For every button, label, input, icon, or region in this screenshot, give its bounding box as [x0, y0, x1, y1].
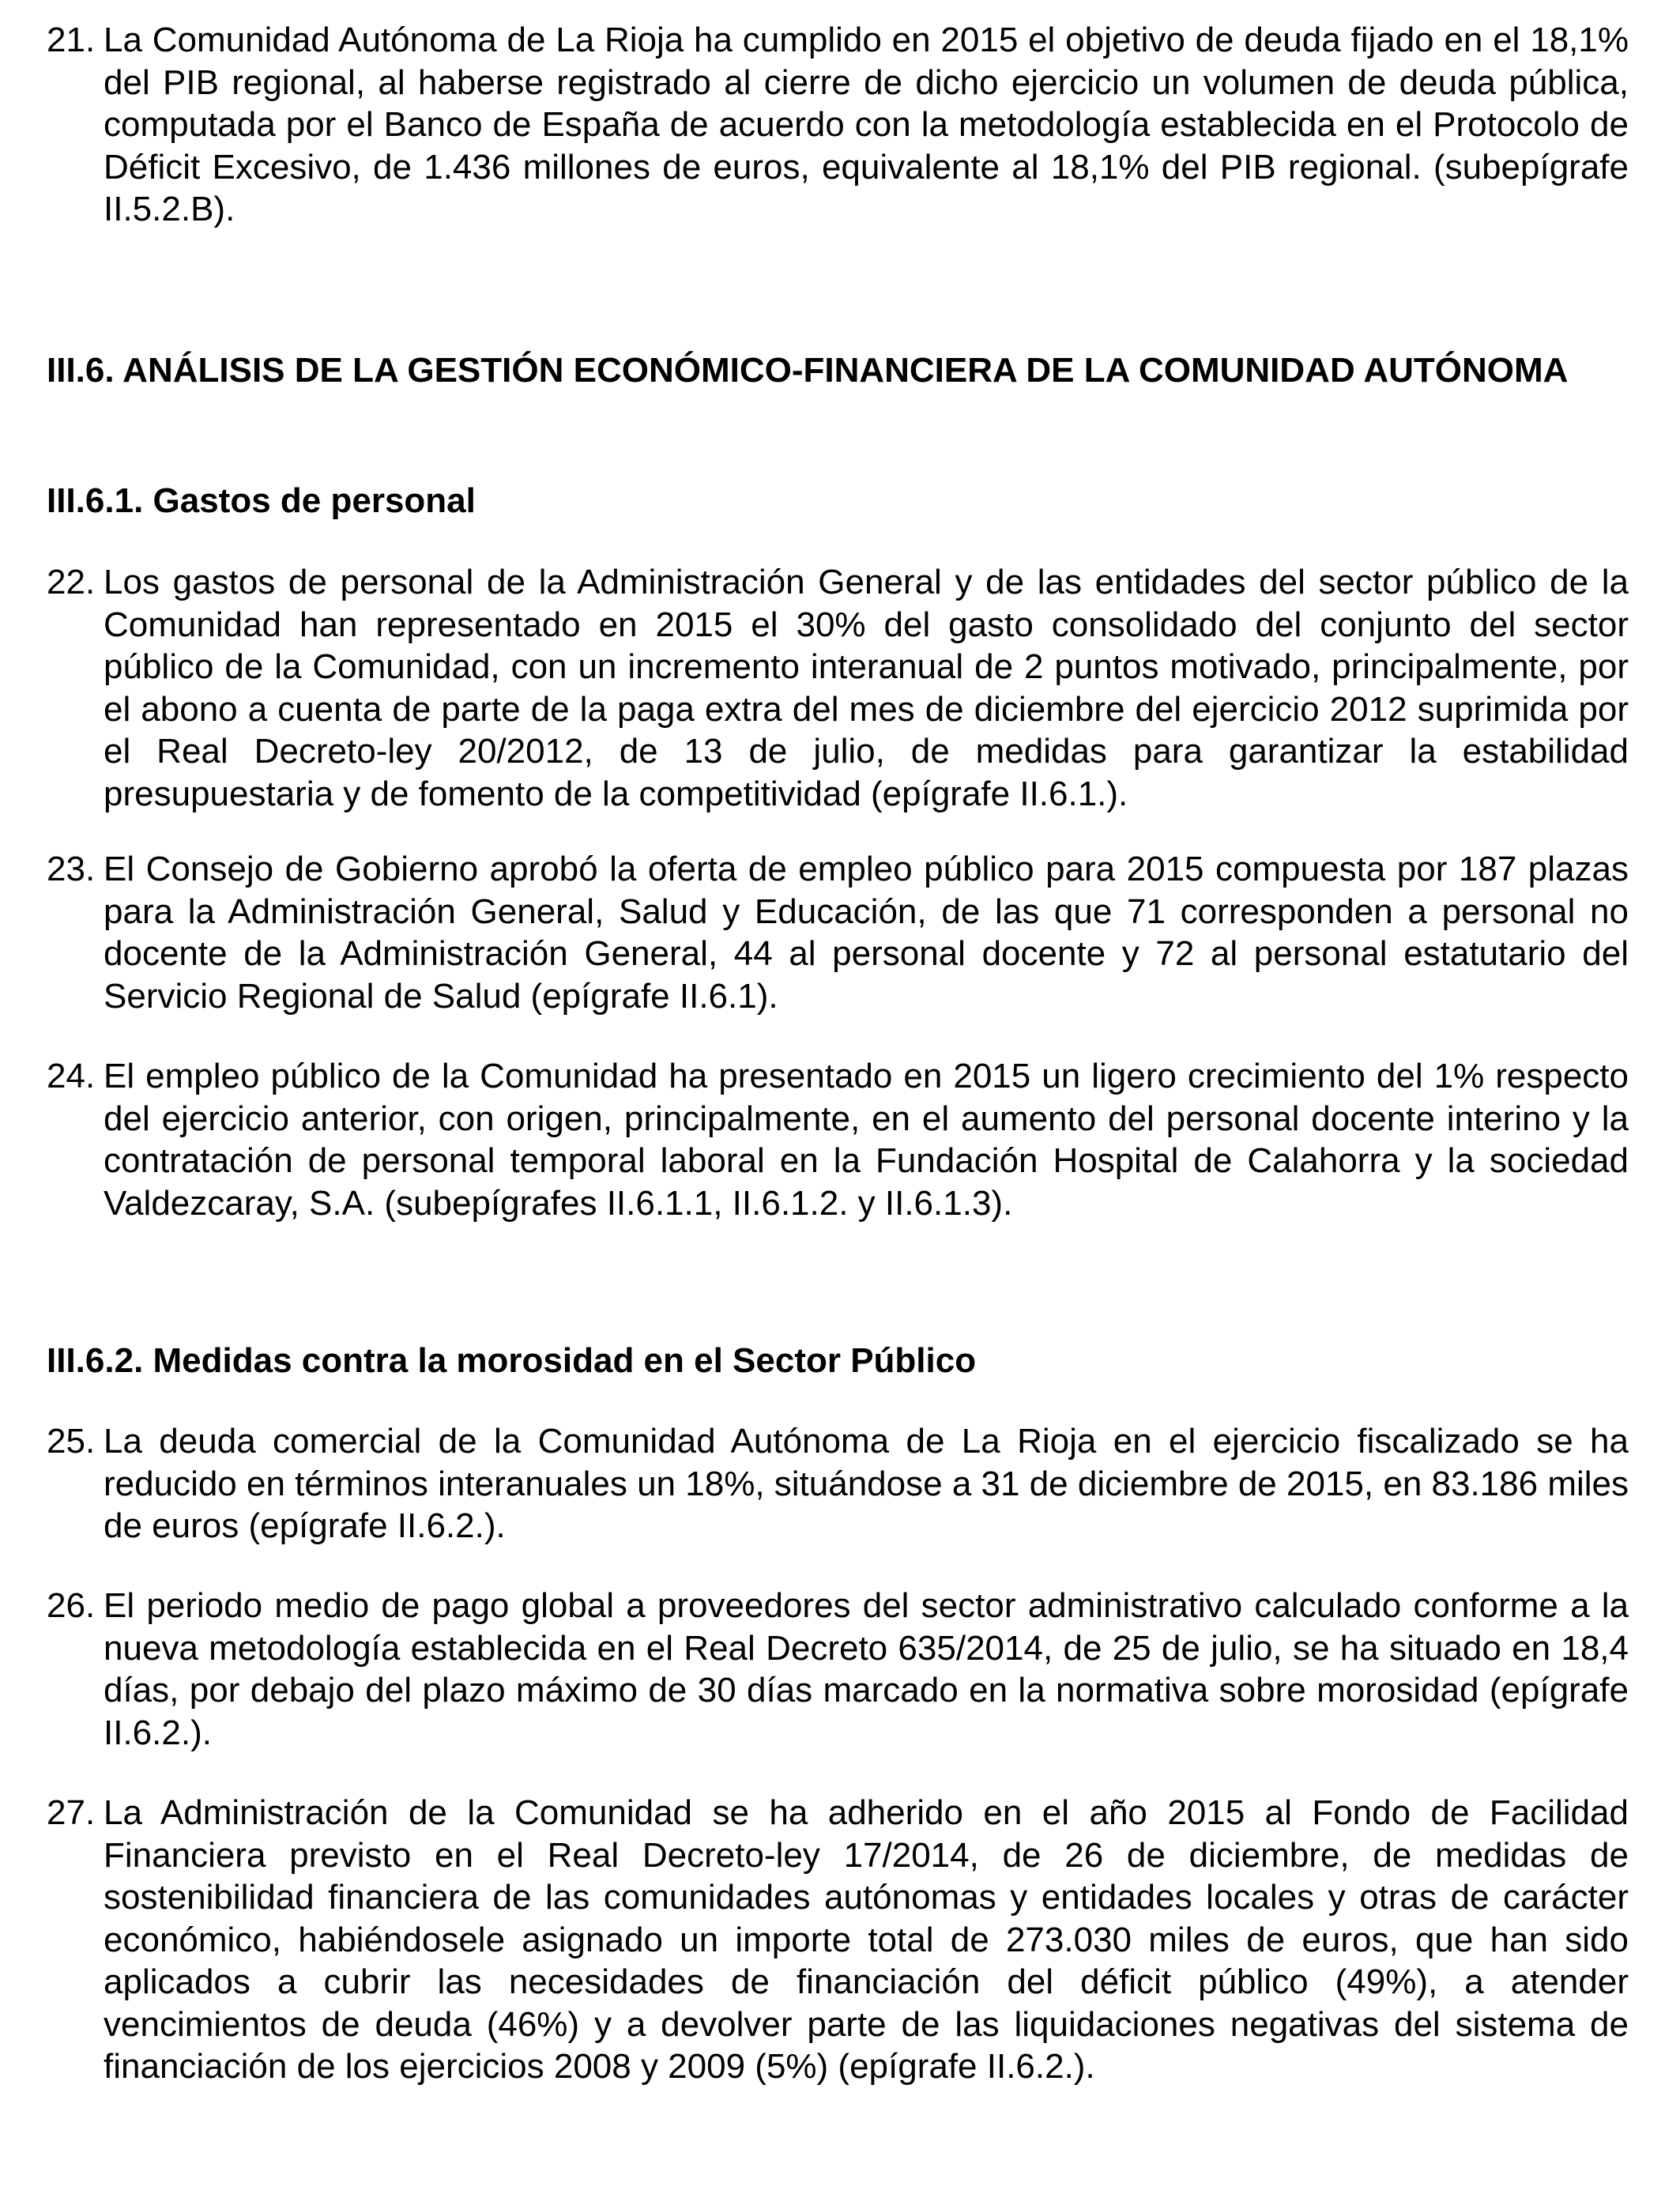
paragraph-text: La Comunidad Autónoma de La Rioja ha cumplido en 2015 el objetivo de deuda fijado en el 18,1% del PIB regional, al haberse registrado al cierre de dicho ejercicio un volumen de deuda pública, computada por el Banco de España de acuerdo con la metodología establecida en el Protocolo de Déficit Excesivo, de 1.436 millones de euros, equivalente al 18,1% del PIB regional. (subepígrafe II.5.2.B).	[104, 21, 1629, 228]
paragraph-text: El periodo medio de pago global a proveedores del sector administrativo calculado conforme a la nueva metodología establecida en el Real Decreto 635/2014, de 25 de julio, se ha situado en 18,4 días, por debajo del plazo máximo de 30 días marcado en la normativa sobre morosidad (epígrafe II.6.2.).	[104, 1586, 1629, 1752]
paragraph-text: El Consejo de Gobierno aprobó la oferta de empleo público para 2015 compuesta por 187 plazas para la Administración General, Salud y Educación, de las que 71 corresponden a personal no docente de la Administración General, 44 al personal docente y 72 al personal estatutario del Servicio Regional de Salud (epígrafe II.6.1).	[104, 850, 1629, 1016]
paragraph-text: Los gastos de personal de la Administración General y de las entidades del sector público de la Comunidad han representado en 2015 el 30% del gasto consolidado del conjunto del sector público de la Comunidad, con un incremento interanual de 2 puntos motivado, principalmente, por el abono a cuenta de parte de la paga extra del mes de diciembre del ejercicio 2012 suprimida por el Real Decreto-ley 20/2012, de 13 de julio, de medidas para garantizar la estabilidad presupuestaria y de fomento de la competitividad (epígrafe II.6.1.).	[104, 563, 1629, 813]
paragraph-24	[47, 1055, 1629, 1224]
paragraph-number: 24.	[47, 1057, 96, 1095]
paragraph-number: 25.	[47, 1422, 96, 1461]
paragraph-26	[47, 1585, 1629, 1754]
paragraph-number: 27.	[47, 1793, 96, 1832]
paragraph-23	[47, 848, 1629, 1017]
section-heading: III.6. ANÁLISIS DE LA GESTIÓN ECONÓMICO-FINANCIERA DE LA COMUNIDAD AUTÓNOMA	[47, 351, 1569, 390]
paragraph-22	[47, 561, 1629, 815]
paragraph-25	[47, 1420, 1629, 1547]
paragraph-text: La Administración de la Comunidad se ha adherido en el año 2015 al Fondo de Facilidad Financiera previsto en el Real Decreto-ley 17/2014, de 26 de diciembre, de medidas de sostenibilidad financiera de las comunidades autónomas y entidades locales y otras de carácter económico, habiéndosele asignado un importe total de 273.030 miles de euros, que han sido aplicados a cubrir las necesidades de financiación del déficit público (49%), a atender vencimientos de deuda (46%) y a devolver parte de las liquidaciones negativas del sistema de financiación de los ejercicios 2008 y 2009 (5%) (epígrafe II.6.2.).	[104, 1793, 1629, 2086]
paragraph-27	[47, 1792, 1629, 2088]
paragraph-number: 23.	[47, 850, 96, 888]
paragraph-text: La deuda comercial de la Comunidad Autónoma de La Rioja en el ejercicio fiscalizado se ha reducido en términos interanuales un 18%, situándose a 31 de diciembre de 2015, en 83.186 miles de euros (epígrafe II.6.2.).	[104, 1422, 1629, 1545]
paragraph-21	[47, 19, 1629, 231]
subsection-heading-6-2: III.6.2. Medidas contra la morosidad en el Sector Público	[47, 1341, 977, 1380]
paragraph-number: 22.	[47, 563, 96, 601]
paragraph-text: El empleo público de la Comunidad ha presentado en 2015 un ligero crecimiento del 1% respecto del ejercicio anterior, con origen, principalmente, en el aumento del personal docente interino y la contratación de personal temporal laboral en la Fundación Hospital de Calahorra y la sociedad Valdezcaray, S.A. (subepígrafes II.6.1.1, II.6.1.2. y II.6.1.3).	[104, 1057, 1629, 1223]
subsection-heading-6-1: III.6.1. Gastos de personal	[47, 481, 476, 520]
paragraph-number: 21.	[47, 21, 96, 59]
paragraph-number: 26.	[47, 1586, 96, 1625]
